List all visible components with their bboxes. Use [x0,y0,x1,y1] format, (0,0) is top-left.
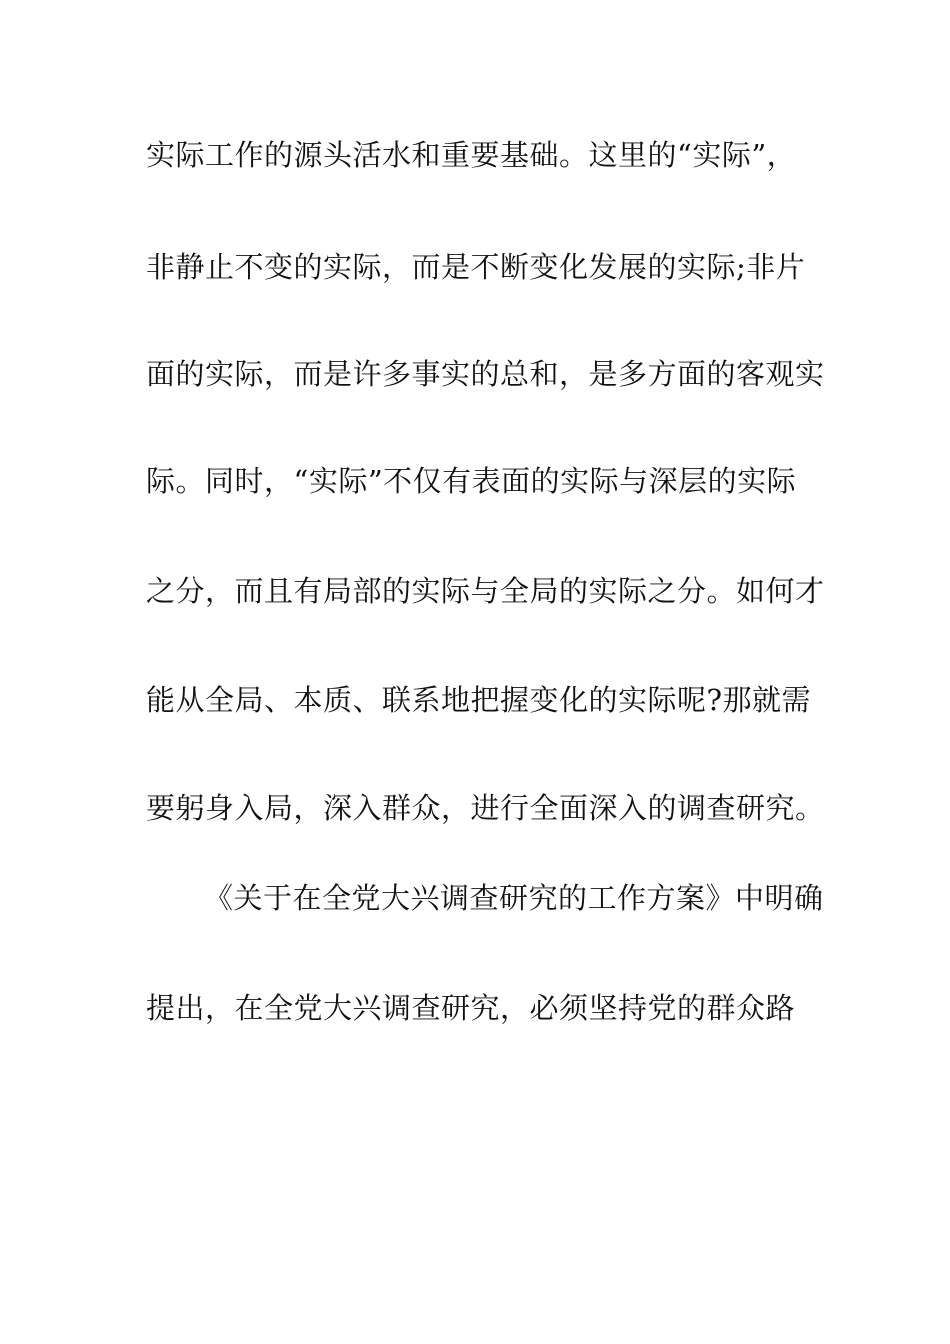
text-line: 实际工作的源头活水和重要基础。这里的“实际”， [146,138,797,172]
text-line: 之分，而且有局部的实际与全局的实际之分。如何才 [146,574,825,608]
paragraph-first-line: 《关于在全党大兴调查研究的工作方案》中明确 [204,881,824,915]
text-line: 提出，在全党大兴调查研究，必须坚持党的群众路 [146,991,796,1025]
text-line: 际。同时，“实际”不仅有表面的实际与深层的实际 [146,464,797,498]
text-line: 非静止不变的实际，而是不断变化发展的实际;非片 [146,250,806,284]
text-line: 要躬身入局，深入群众，进行全面深入的调查研究。 [146,791,825,825]
text-line: 面的实际，而是许多事实的总和，是多方面的客观实 [146,357,825,391]
text-line: 能从全局、本质、联系地把握变化的实际呢?那就需 [146,683,812,717]
